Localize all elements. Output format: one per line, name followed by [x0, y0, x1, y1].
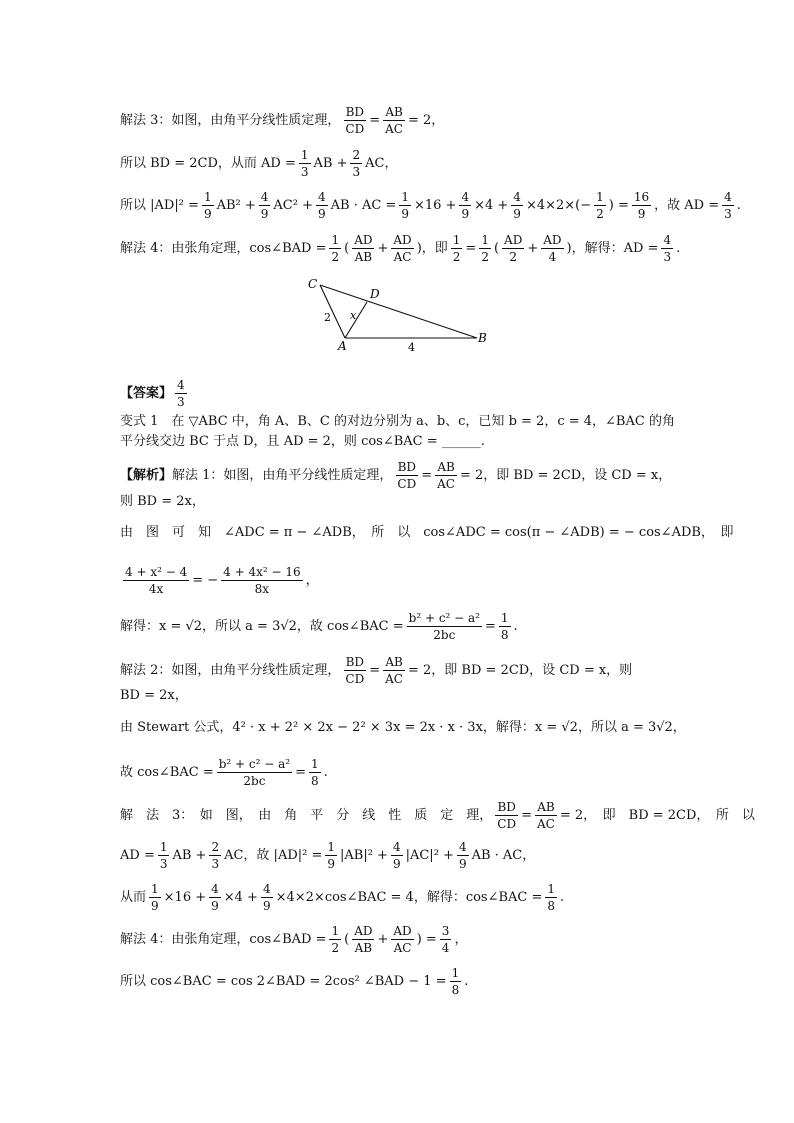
text-segment: ) =	[608, 197, 629, 213]
fraction-numerator: 1	[500, 611, 509, 625]
label-a: A	[338, 339, 347, 353]
fraction-numerator: BD	[497, 800, 516, 814]
text-line	[120, 966, 698, 997]
fraction-denominator: 9	[151, 899, 159, 913]
text-line	[120, 190, 741, 221]
fraction-numerator: 1	[327, 840, 336, 854]
text-segment: AB · AC，	[471, 847, 536, 863]
fraction	[435, 460, 457, 491]
text-segment: 从而	[120, 889, 147, 905]
fraction-denominator: 2	[509, 250, 517, 264]
fraction	[329, 233, 341, 264]
text-segment: 解 法 3： 如 图， 由 角 平 分 线 性 质 定 理，	[120, 807, 493, 823]
fraction-denominator: 2	[596, 207, 604, 221]
text-segment: .	[736, 197, 741, 213]
fraction	[457, 840, 469, 871]
fraction	[511, 190, 523, 221]
text-segment: 则 BD = 2x，	[120, 494, 205, 509]
fraction	[594, 190, 606, 221]
text-segment: =	[295, 764, 306, 780]
fraction-numerator: 4	[260, 190, 269, 204]
fraction-denominator: 8	[547, 899, 556, 913]
fraction-numerator: 4	[458, 840, 467, 854]
fraction-numerator: AB	[385, 105, 403, 119]
fraction-numerator: 4	[663, 233, 672, 247]
fraction	[217, 757, 292, 788]
fraction	[722, 190, 734, 221]
text-line	[120, 148, 698, 179]
fraction-denominator: 2bc	[243, 774, 266, 788]
fraction-numerator: AD	[393, 233, 412, 247]
text-segment: AC，故 |AD|² =	[224, 847, 323, 863]
fraction-denominator: 2	[481, 250, 489, 264]
text-segment: 所以 |AD|² =	[120, 197, 199, 213]
fraction	[407, 611, 482, 642]
fraction-denominator: 2	[452, 250, 461, 264]
fraction-numerator: AB	[537, 800, 555, 814]
text-segment: ，	[454, 931, 468, 947]
fraction	[261, 882, 273, 913]
text-segment: AB +	[172, 847, 207, 863]
fraction	[632, 190, 651, 221]
text-segment: 解得：x = √2，所以 a = 3√2，故 cos∠BAC =	[120, 618, 404, 634]
fraction	[209, 840, 221, 871]
text-segment: 所以 cos∠BAC = cos 2∠BAD = 2cos² ∠BAD − 1 =	[120, 973, 447, 989]
fraction-denominator: 3	[352, 165, 361, 179]
text-line	[120, 233, 698, 264]
fraction	[316, 190, 328, 221]
text-line	[120, 718, 698, 738]
text-segment: 解法 4：由张角定理，cos∠BAD =	[120, 931, 327, 947]
text-segment: AC² +	[273, 197, 313, 213]
text-segment: ，	[305, 572, 319, 588]
fraction	[502, 233, 524, 264]
fraction-numerator: 4 + 4x² − 16	[223, 565, 301, 579]
fraction-numerator: AD	[393, 924, 412, 938]
label-side-ac: 2	[324, 311, 331, 324]
fraction-denominator: AC	[437, 477, 455, 491]
fraction-numerator: 4	[211, 882, 219, 896]
text-line	[120, 565, 698, 596]
text-segment: |AB|² +	[340, 847, 388, 863]
fraction-denominator: 2	[331, 250, 340, 264]
text-segment: =	[369, 112, 381, 128]
fraction	[399, 190, 411, 221]
fraction	[352, 924, 374, 955]
text-segment: |AC|² +	[405, 847, 454, 863]
fraction-numerator: 1	[481, 233, 489, 247]
fraction-numerator: 3	[441, 924, 450, 938]
fraction-denominator: CD	[497, 817, 517, 831]
fraction-numerator: 1	[452, 233, 461, 247]
fraction-denominator: 9	[401, 207, 409, 221]
fraction	[202, 190, 214, 221]
text-segment: 故 cos∠BAC =	[120, 764, 214, 780]
text-segment: =	[485, 618, 496, 634]
fraction	[395, 460, 418, 491]
label-d: D	[370, 287, 380, 301]
fraction	[309, 757, 321, 788]
text-segment: 解法 4：由张角定理，cos∠BAD =	[120, 240, 327, 256]
text-segment: = 2，	[407, 112, 445, 128]
text-segment: ×16 +	[163, 889, 207, 905]
fraction	[343, 655, 366, 686]
text-segment: = 2，即 BD = 2CD，设 CD = x，	[460, 467, 672, 483]
fraction-denominator: 9	[513, 207, 521, 221]
text-segment: (	[493, 240, 500, 256]
fraction	[391, 233, 413, 264]
fraction	[535, 800, 557, 831]
text-segment: AB +	[313, 155, 348, 171]
fraction-denominator: AC	[537, 817, 555, 831]
fraction	[350, 148, 362, 179]
fraction-denominator: 9	[458, 857, 467, 871]
text-segment: AD =	[120, 847, 155, 863]
fraction-denominator: 3	[663, 250, 672, 264]
fraction-denominator: 4	[548, 250, 557, 264]
fraction	[391, 840, 403, 871]
text-segment: .	[464, 973, 469, 989]
text-segment: )，解得：AD =	[566, 240, 659, 256]
fraction-numerator: b² + c² − a²	[218, 757, 291, 771]
fraction	[325, 840, 337, 871]
fraction-denominator: 8	[451, 983, 460, 997]
text-segment: ) =	[416, 931, 437, 947]
fraction-denominator: 9	[262, 899, 271, 913]
text-segment: 平分线交边 BC 于点 D，且 AD = 2，则 cos∠BAC = ______.	[120, 434, 485, 449]
fraction-denominator: 9	[318, 207, 326, 221]
fraction-numerator: AD	[354, 233, 373, 247]
fraction-denominator: 9	[211, 899, 219, 913]
fraction	[479, 233, 491, 264]
fraction	[221, 565, 302, 596]
fraction-numerator: BD	[345, 105, 365, 119]
text-segment: =	[465, 240, 477, 256]
text-segment: 解法 3：如图，由角平分线性质定理，	[120, 112, 341, 128]
fraction-denominator: 4x	[148, 582, 164, 596]
fraction	[149, 882, 161, 913]
fraction-numerator: 4	[724, 190, 732, 204]
text-segment: )，即	[416, 240, 448, 256]
text-segment: AB · AC =	[330, 197, 397, 213]
text-segment: BD = 2x，	[120, 688, 188, 703]
text-line	[120, 492, 698, 512]
text-segment: ×4 +	[474, 197, 509, 213]
fraction-denominator: 8	[500, 628, 509, 642]
fraction-numerator: 1	[596, 190, 604, 204]
section-heading: 【答案】	[120, 385, 173, 401]
text-segment: 所以 BD = 2CD，从而 AD =	[120, 155, 296, 171]
text-line	[120, 882, 698, 913]
fraction-numerator: 4	[318, 190, 326, 204]
text-line	[120, 655, 698, 686]
fraction-denominator: 8x	[254, 582, 270, 596]
text-segment: ×4×2×(−	[525, 197, 592, 213]
fraction-numerator: AB	[385, 655, 403, 669]
fraction-numerator: 1	[401, 190, 409, 204]
fraction-denominator: 9	[260, 207, 269, 221]
fraction-denominator: AB	[354, 250, 373, 264]
text-line	[120, 840, 698, 871]
fraction	[343, 105, 366, 136]
text-segment: ×4×2×cos∠BAC = 4，解得：cos∠BAC =	[275, 889, 543, 905]
text-line	[120, 412, 698, 432]
text-line	[120, 432, 698, 452]
fraction-denominator: 9	[392, 857, 401, 871]
fraction-denominator: AC	[393, 250, 412, 264]
fraction	[391, 924, 413, 955]
fraction-numerator: 4	[262, 882, 271, 896]
text-segment: .	[560, 889, 565, 905]
fraction	[545, 882, 557, 913]
text-line	[120, 611, 698, 642]
fraction-numerator: AD	[543, 233, 562, 247]
text-segment: .	[323, 764, 328, 780]
text-segment: ，故 AD =	[654, 197, 720, 213]
fraction-denominator: 3	[724, 207, 732, 221]
text-segment: +	[527, 240, 539, 256]
fraction	[499, 611, 511, 642]
fraction	[299, 148, 311, 179]
fraction-numerator: 1	[300, 148, 309, 162]
text-line	[120, 686, 698, 706]
text-segment: =	[421, 467, 433, 483]
fraction	[495, 800, 518, 831]
fraction	[459, 190, 471, 221]
fraction-numerator: BD	[345, 655, 365, 669]
fraction	[352, 233, 374, 264]
label-b: B	[478, 331, 487, 345]
fraction-numerator: BD	[397, 460, 417, 474]
text-segment: .	[676, 240, 681, 256]
fraction-denominator: AC	[393, 941, 412, 955]
fraction	[450, 966, 462, 997]
fraction-numerator: 4 + x² − 4	[125, 565, 188, 579]
fraction-numerator: 4	[513, 190, 521, 204]
fraction	[383, 655, 405, 686]
fraction-numerator: 1	[310, 757, 319, 771]
text-segment: 由 图 可 知 ∠ADC = π − ∠ADB， 所 以 cos∠ADC = cos(π − ∠ADB) = − cos∠ADB， 即	[120, 525, 734, 540]
fraction	[451, 233, 463, 264]
fraction-numerator: AD	[504, 233, 523, 247]
text-segment: = 2， 即 BD = 2CD， 所 以	[559, 807, 755, 823]
label-side-ab: 4	[408, 341, 415, 354]
fraction-numerator: AB	[437, 460, 455, 474]
text-line	[120, 924, 698, 955]
fraction-denominator: 8	[310, 774, 319, 788]
fraction-denominator: CD	[397, 477, 417, 491]
fraction-numerator: 4	[177, 378, 185, 392]
text-segment: 变式 1 在 ▽ABC 中，角 A、B、C 的对边分别为 a、b、c，已知 b = 2，c = 4，∠BAC 的角	[120, 414, 675, 429]
text-segment: ×16 +	[413, 197, 457, 213]
fraction-denominator: 2	[331, 941, 340, 955]
fraction-denominator: AB	[354, 941, 373, 955]
fraction	[158, 840, 170, 871]
fraction	[383, 105, 405, 136]
fraction-numerator: b² + c² − a²	[408, 611, 480, 625]
text-segment: .	[513, 618, 518, 634]
fraction-denominator: 9	[637, 207, 646, 221]
fraction-denominator: 4	[441, 941, 450, 955]
text-segment: = 2，即 BD = 2CD，设 CD = x，则	[407, 662, 633, 678]
fraction	[123, 565, 189, 596]
fraction-denominator: 3	[211, 857, 220, 871]
text-segment: +	[377, 240, 389, 256]
fraction	[259, 190, 271, 221]
text-segment: (	[344, 931, 350, 947]
fraction-numerator: 1	[331, 233, 340, 247]
text-line	[120, 800, 755, 831]
text-line	[120, 523, 734, 543]
fraction-denominator: 3	[159, 857, 168, 871]
text-segment: (	[344, 240, 350, 256]
fraction-numerator: 1	[547, 882, 556, 896]
fraction-numerator: 1	[203, 190, 212, 204]
label-side-ad: x	[350, 309, 357, 322]
text-segment: = −	[192, 572, 219, 588]
side-cb	[320, 285, 477, 338]
section-heading: 【解析】	[120, 467, 173, 483]
text-segment: ×4 +	[223, 889, 258, 905]
fraction-denominator: 3	[300, 165, 309, 179]
fraction	[440, 924, 452, 955]
text-line	[120, 757, 698, 788]
fraction-numerator: AD	[354, 924, 373, 938]
fraction-denominator: AC	[385, 122, 403, 136]
fraction-numerator: 1	[331, 924, 340, 938]
text-segment: AB² +	[216, 197, 256, 213]
fraction-numerator: 4	[461, 190, 470, 204]
label-c: C	[308, 277, 318, 291]
fraction-numerator: 4	[392, 840, 401, 854]
fraction-denominator: 9	[461, 207, 470, 221]
triangle-figure	[300, 275, 500, 355]
fraction-numerator: 16	[633, 190, 650, 204]
fraction-numerator: 1	[151, 882, 159, 896]
text-line	[120, 460, 698, 491]
text-segment: AC，	[365, 155, 398, 171]
fraction-denominator: 9	[327, 857, 336, 871]
fraction-denominator: CD	[345, 122, 365, 136]
fraction-numerator: 1	[159, 840, 168, 854]
fraction-denominator: 3	[177, 395, 185, 409]
fraction-denominator: 9	[203, 207, 212, 221]
fraction-denominator: AC	[385, 672, 403, 686]
fraction-numerator: 2	[352, 148, 361, 162]
fraction	[661, 233, 673, 264]
text-line	[120, 378, 698, 409]
fraction-numerator: 1	[451, 966, 460, 980]
fraction	[175, 378, 187, 409]
fraction-denominator: 2bc	[433, 628, 456, 642]
fraction	[541, 233, 563, 264]
text-segment: 解法 1：如图，由角平分线性质定理，	[172, 467, 393, 483]
fraction-numerator: 2	[211, 840, 220, 854]
text-segment: =	[369, 662, 381, 678]
text-segment: +	[377, 931, 389, 947]
fraction-denominator: CD	[345, 672, 365, 686]
fraction	[209, 882, 221, 913]
text-segment: 解法 2：如图，由角平分线性质定理，	[120, 662, 341, 678]
text-segment: =	[521, 807, 532, 823]
text-segment: 由 Stewart 公式，4² · x + 2² × 2x − 2² × 3x = 2x · x · 3x，解得：x = √2，所以 a = 3√2，	[120, 720, 686, 735]
fraction	[329, 924, 341, 955]
text-line	[120, 105, 698, 136]
